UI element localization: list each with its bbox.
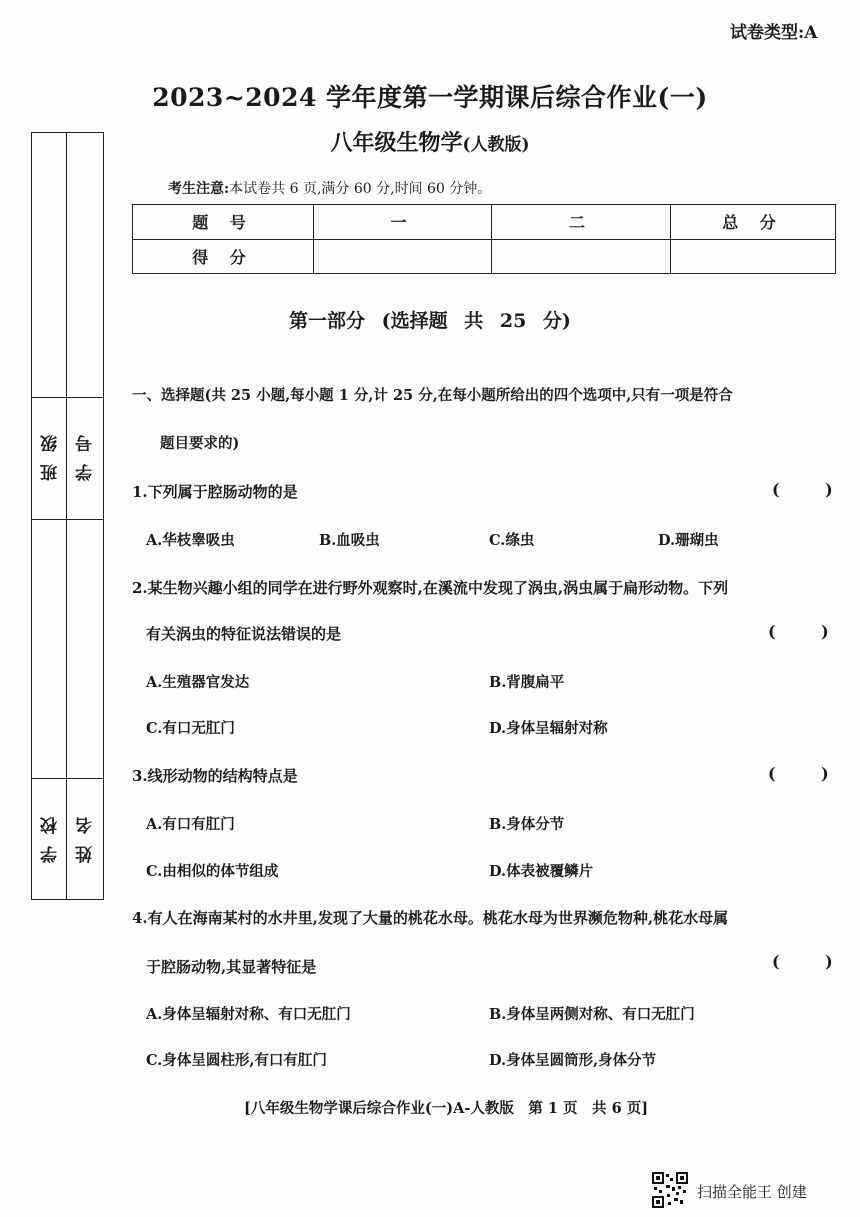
option-d[interactable]: D.身体呈辐射对称 xyxy=(489,720,608,737)
qr-code-icon xyxy=(652,1172,688,1208)
score-cell: 得 分 xyxy=(133,239,314,274)
option-d[interactable]: D.体表被覆鳞片 xyxy=(489,863,594,880)
option-a[interactable]: A.有口有肛门 xyxy=(146,816,235,833)
question-stem: 于腔肠动物,其显著特征是 xyxy=(146,958,317,976)
option-c[interactable]: C.由相似的体节组成 xyxy=(146,863,279,880)
strip-divider xyxy=(32,519,103,520)
section-title: 第一部分 (选择题 共 25 分) xyxy=(289,310,571,332)
option-d[interactable]: D.身体呈圆筒形,身体分节 xyxy=(489,1052,657,1069)
paper-type-label: 试卷类型:A xyxy=(730,23,818,43)
score-table-score-row xyxy=(133,239,836,274)
subject-title xyxy=(0,126,860,157)
instructions-line: 一、选择题(共 25 小题,每小题 1 分,计 25 分,在每小题所给出的四个选项中,只有一项是符合 xyxy=(132,387,733,404)
option-a[interactable]: A.身体呈辐射对称、有口无肛门 xyxy=(146,1006,351,1023)
question-stem: 1.下列属于腔肠动物的是 xyxy=(132,483,298,501)
question-stem: 有关涡虫的特征说法错误的是 xyxy=(146,625,342,643)
answer-parenthesis[interactable]: ( ) xyxy=(768,764,849,783)
page-footer: [八年级生物学课后综合作业(一)A-人教版 第 1 页 共 6 页] xyxy=(244,1100,649,1117)
option-c[interactable]: C.有口无肛门 xyxy=(146,720,235,737)
score-cell: 一 xyxy=(314,205,492,240)
instructions-line: 题目要求的) xyxy=(160,435,240,452)
scanner-brand-label: 扫描全能王 创建 xyxy=(697,1183,807,1201)
binding-strip xyxy=(31,132,104,900)
answer-parenthesis[interactable]: ( ) xyxy=(772,952,853,971)
score-cell: 总 分 xyxy=(671,205,836,240)
answer-parenthesis[interactable]: ( ) xyxy=(768,622,849,641)
strip-divider xyxy=(66,133,67,899)
score-cell: 二 xyxy=(492,205,671,240)
subject-main: 八年级生物学 xyxy=(330,130,463,156)
class-label: 班级 xyxy=(41,423,61,481)
answer-parenthesis[interactable]: ( ) xyxy=(772,480,853,499)
exam-notice xyxy=(168,178,491,198)
option-c[interactable]: C.绦虫 xyxy=(489,532,535,549)
option-d[interactable]: D.珊瑚虫 xyxy=(658,532,719,549)
notice-text: 本试卷共 6 页,满分 60 分,时间 60 分钟。 xyxy=(229,181,492,197)
option-b[interactable]: B.血吸虫 xyxy=(319,532,380,549)
option-a[interactable]: A.生殖器官发达 xyxy=(146,674,250,691)
question-stem: 4.有人在海南某村的水井里,发现了大量的桃花水母。桃花水母为世界濒危物种,桃花水母属 xyxy=(132,909,729,927)
school-label: 学校 xyxy=(41,805,61,863)
score-entry-cell[interactable] xyxy=(671,239,836,274)
score-entry-cell[interactable] xyxy=(314,239,492,274)
option-c[interactable]: C.身体呈圆柱形,有口有肛门 xyxy=(146,1052,327,1069)
score-entry-cell[interactable] xyxy=(492,239,671,274)
student-number-label: 学号 xyxy=(76,423,96,481)
option-a[interactable]: A.华枝睾吸虫 xyxy=(146,532,235,549)
option-b[interactable]: B.身体分节 xyxy=(489,816,565,833)
score-table-header-row xyxy=(133,205,836,240)
score-table xyxy=(132,204,836,274)
option-b[interactable]: B.身体呈两侧对称、有口无肛门 xyxy=(489,1006,695,1023)
option-b[interactable]: B.背腹扁平 xyxy=(489,674,565,691)
strip-divider xyxy=(32,397,103,398)
score-cell: 题 号 xyxy=(133,205,314,240)
subject-edition: (人教版) xyxy=(462,135,530,155)
exam-title: 2023~2024 学年度第一学期课后综合作业(一) xyxy=(152,83,708,112)
strip-divider xyxy=(32,778,103,779)
question-stem: 2.某生物兴趣小组的同学在进行野外观察时,在溪流中发现了涡虫,涡虫属于扁形动物。下列 xyxy=(132,579,729,597)
name-label: 姓名 xyxy=(76,805,96,863)
question-stem: 3.线形动物的结构特点是 xyxy=(132,767,298,785)
notice-label: 考生注意: xyxy=(168,181,230,197)
